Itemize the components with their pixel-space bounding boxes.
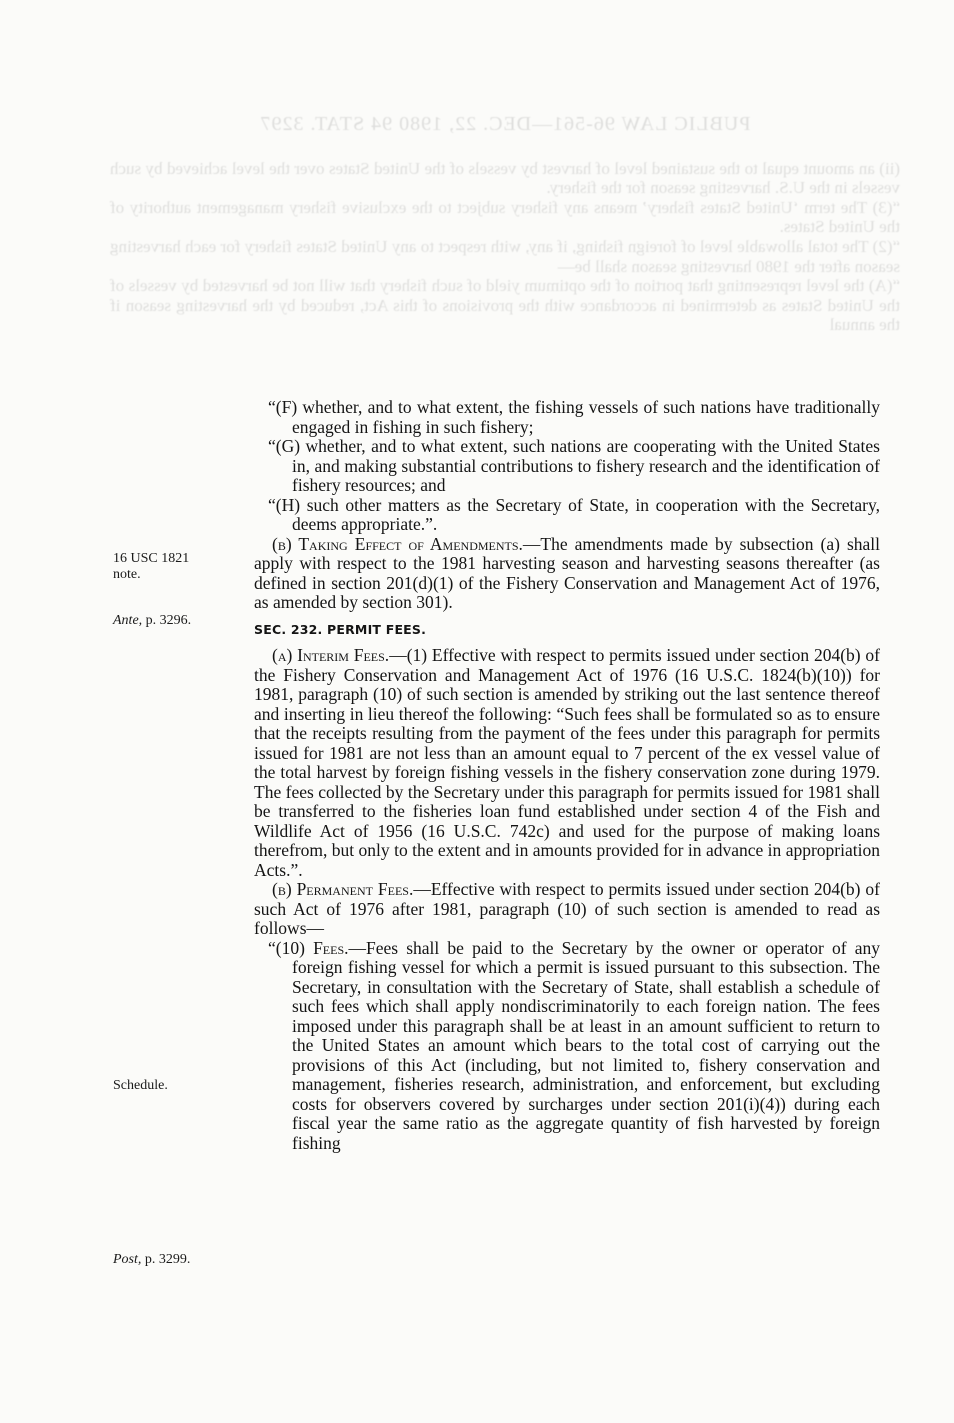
subsection-b-heading: (b) Taking Effect of Amendments. [272, 533, 523, 554]
paragraph-10-fees [254, 939, 880, 1154]
subsection-a-body: —(1) Effective with respect to permits issued under section 204(b) of the Fishery Conservation and Management Act of 1976 (16 U.S.C. 1824(b)(10)) for 1981, paragraph (10) of such section is amended by striking out the last sentence thereof and inserting in lieu thereof the following: “Such fees shall be formulated so as to ensure that the receipts resulting from the payment of the fees under this paragraph for permits issued for 1981 are not less than an amount equal to 7 percent of the ex vessel value of the total harvest by foreign fishing vessels in the fishery conservation zone during 1979. The fees collected by the Secretary under this paragraph for permits issued for 1981 shall be transferred to the fisheries loan fund established under section 4 of the Fish and Wildlife Act of 1956 (16 U.S.C. 742c) and used for the purpose of making loans therefrom, but only to the extent and in amounts provided for in advance in appropriation Acts.”. [254, 645, 881, 880]
main-text [254, 398, 880, 1153]
margin-note-ante-italic: Ante, [113, 613, 143, 628]
margin-note-post [113, 1252, 190, 1268]
paragraph-10-body: —Fees shall be paid to the Secretary by the owner or operator of any foreign fishing vessel for which a permit is issued pursuant to this subsection. The Secretary, in consultation with the Secretary of State, shall establish a schedule of such fees which shall apply nondiscriminatorily to each foreign nation. The fees imposed under this paragraph shall be at least in an amount sufficient to return to the United States an amount which bears to the total cost of carrying out the provisions of this Act (including, but not limited to, fishery conservation and management, fisheries research, administration, and enforcement, but excluding costs for observers covered by surcharges under section 201(i)(4)) during each fiscal year the same ratio as the aggregate quantity of fish harvested by foreign fishing [292, 937, 880, 1153]
margin-note-usc [113, 551, 189, 583]
bleed-through-text: PUBLIC LAW 96-561—DEC. 22, 1980 94 STAT. 3297 (ii) an amount equal to the sustained level of harvest by vessels of the United States over the level achieved by such vessels in the U.S. harvesting season for the fishery. “(3) The term ‘United States fishery’ means any fishery subject to the exclusive fishery management authority of the United States. “(2) The total allowable level of foreign fishing, if any, with respect to any United States fishery for each harvesting season after the 1980 harvesting season shall be— “(A) the level representing that portion of the optimum yield of such fishery that will not be harvested by vessels of the United States as determined in accordance with the provisions of this Act, reduced by the harvesting season if the annual [110, 113, 900, 335]
subsection-pb-heading: (b) Permanent Fees. [272, 879, 414, 899]
bleed-header: PUBLIC LAW 96-561—DEC. 22, 1980 94 STAT. 3297 [259, 113, 751, 135]
margin-note-ante-page: p. 3296. [142, 613, 192, 628]
margin-note-usc-line2: note. [113, 567, 141, 582]
subsection-b-taking-effect [254, 535, 880, 613]
section-232-heading: SEC. 232. PERMIT FEES. [254, 621, 427, 637]
subsection-b-body: —The amendments made by subsection (a) shall apply with respect to the 1981 harvesting season and harvesting seasons thereafter (as defined in section 201(d)(1) of the Fishery Conservation and Management Act of 1976, as amended by section 301). [254, 533, 880, 612]
margin-note-ante [113, 613, 191, 629]
subsection-pb-body: —Effective with respect to permits issued under section 204(b) of such Act of 1976 after 1981, paragraph (10) of such section is amended to read as follows— [254, 879, 880, 938]
subsection-a-heading: (a) Interim Fees. [272, 645, 390, 665]
clause-f: “(F) whether, and to what extent, the fishing vessels of such nations have traditionally engaged in fishing in such fishery; [268, 397, 880, 437]
subsection-b-permanent-fees [254, 880, 880, 939]
paragraph-10-lead: “(10) [268, 937, 314, 958]
margin-note-usc-line1: 16 USC 1821 [113, 551, 190, 566]
margin-note-post-page: p. 3299. [141, 1252, 191, 1267]
subsection-a-interim-fees [254, 646, 880, 880]
margin-note-post-italic: Post, [113, 1252, 142, 1267]
paragraph-10-heading: Fees. [313, 937, 349, 958]
clause-g: “(G) whether, and to what extent, such nations are cooperating with the United States in, and making substantial contributions to fishery research and the identification of fishery resources; and [268, 436, 880, 495]
clause-h: “(H) such other matters as the Secretary of State, in cooperation with the Secretary, deems appropriate.”. [268, 494, 880, 534]
margin-note-schedule: Schedule. [113, 1078, 168, 1093]
